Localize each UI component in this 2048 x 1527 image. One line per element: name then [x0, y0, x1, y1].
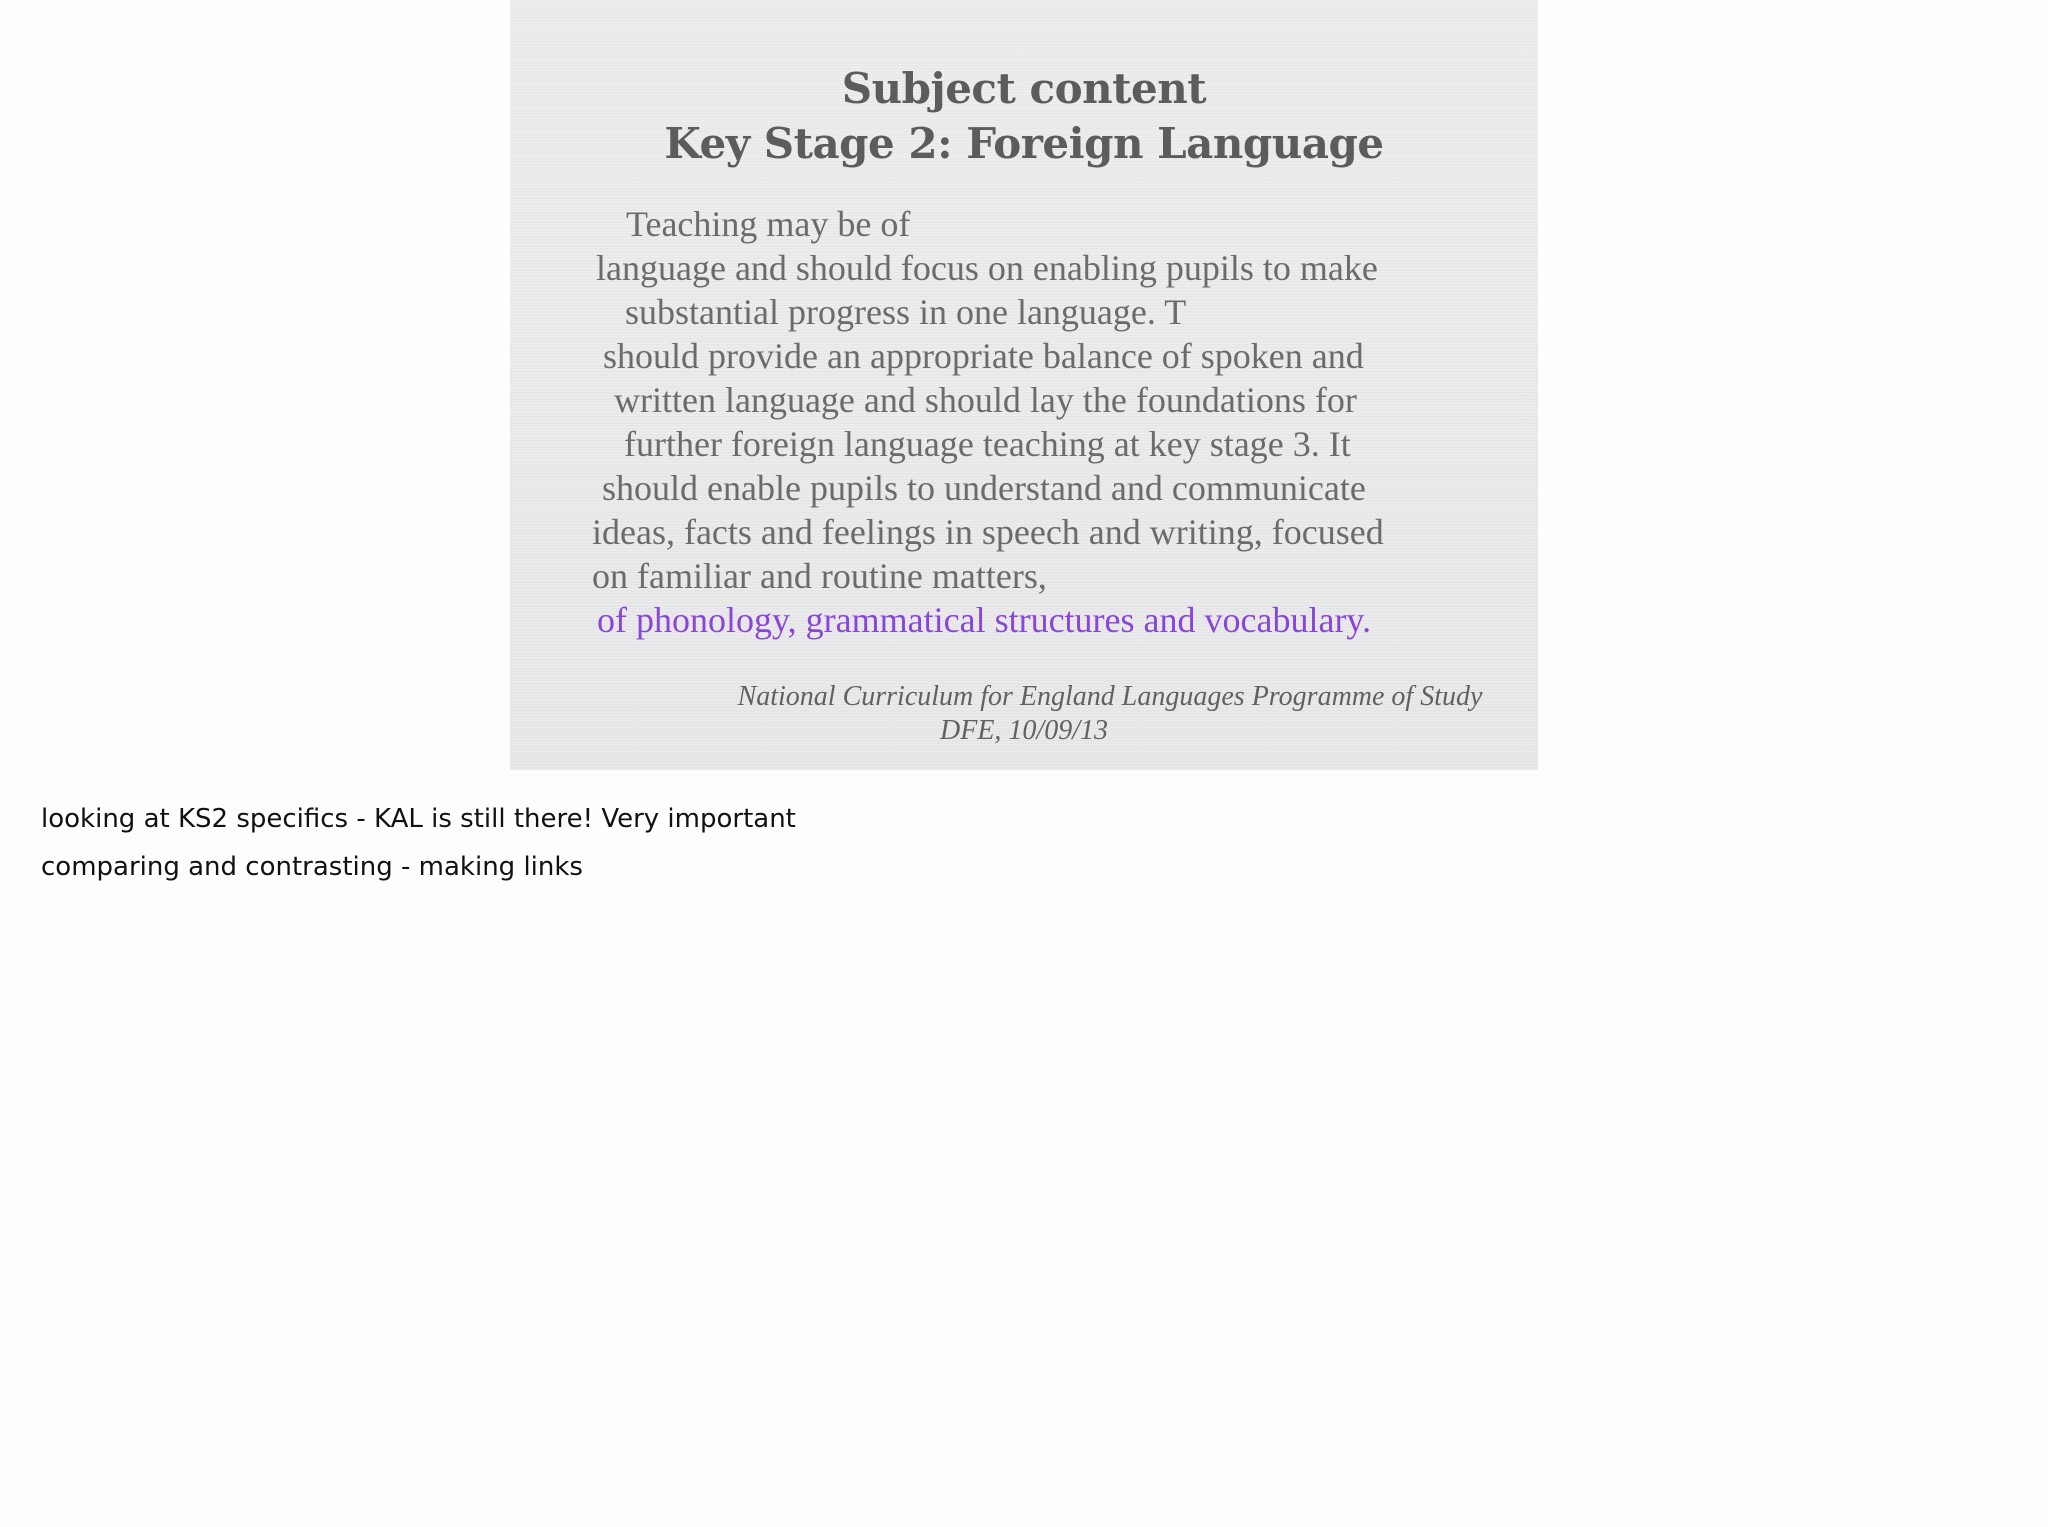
body-line: ideas, facts and feelings in speech and writing, focused — [592, 512, 1384, 552]
citation-source: National Curriculum for England Languages Programme of Study — [737, 681, 1483, 712]
body-line: should enable pupils to understand and communicate — [602, 468, 1366, 508]
note-line: comparing and contrasting - making links — [41, 852, 583, 882]
body-line: language and should focus on enabling pupils to make — [596, 248, 1378, 288]
body-line: further foreign language teaching at key stage 3. It — [624, 424, 1351, 464]
body-line: should provide an appropriate balance of spoken and — [603, 336, 1364, 376]
slide-image — [510, 0, 1538, 770]
slide-subtitle: Key Stage 2: Foreign Language — [664, 119, 1384, 168]
accent-line: of phonology, grammatical structures and vocabulary. — [597, 600, 1372, 640]
body-line: written language and should lay the foundations for — [614, 380, 1357, 420]
slide-title: Subject content — [841, 64, 1207, 113]
body-line: substantial progress in one language. T — [625, 292, 1187, 332]
speaker-notes — [41, 800, 796, 896]
body-line: Teaching may be of — [626, 204, 911, 244]
note-line: looking at KS2 specifics - KAL is still there! Very important — [41, 804, 796, 834]
body-line: on familiar and routine matters, — [592, 556, 1047, 596]
citation-date: DFE, 10/09/13 — [940, 715, 1108, 746]
